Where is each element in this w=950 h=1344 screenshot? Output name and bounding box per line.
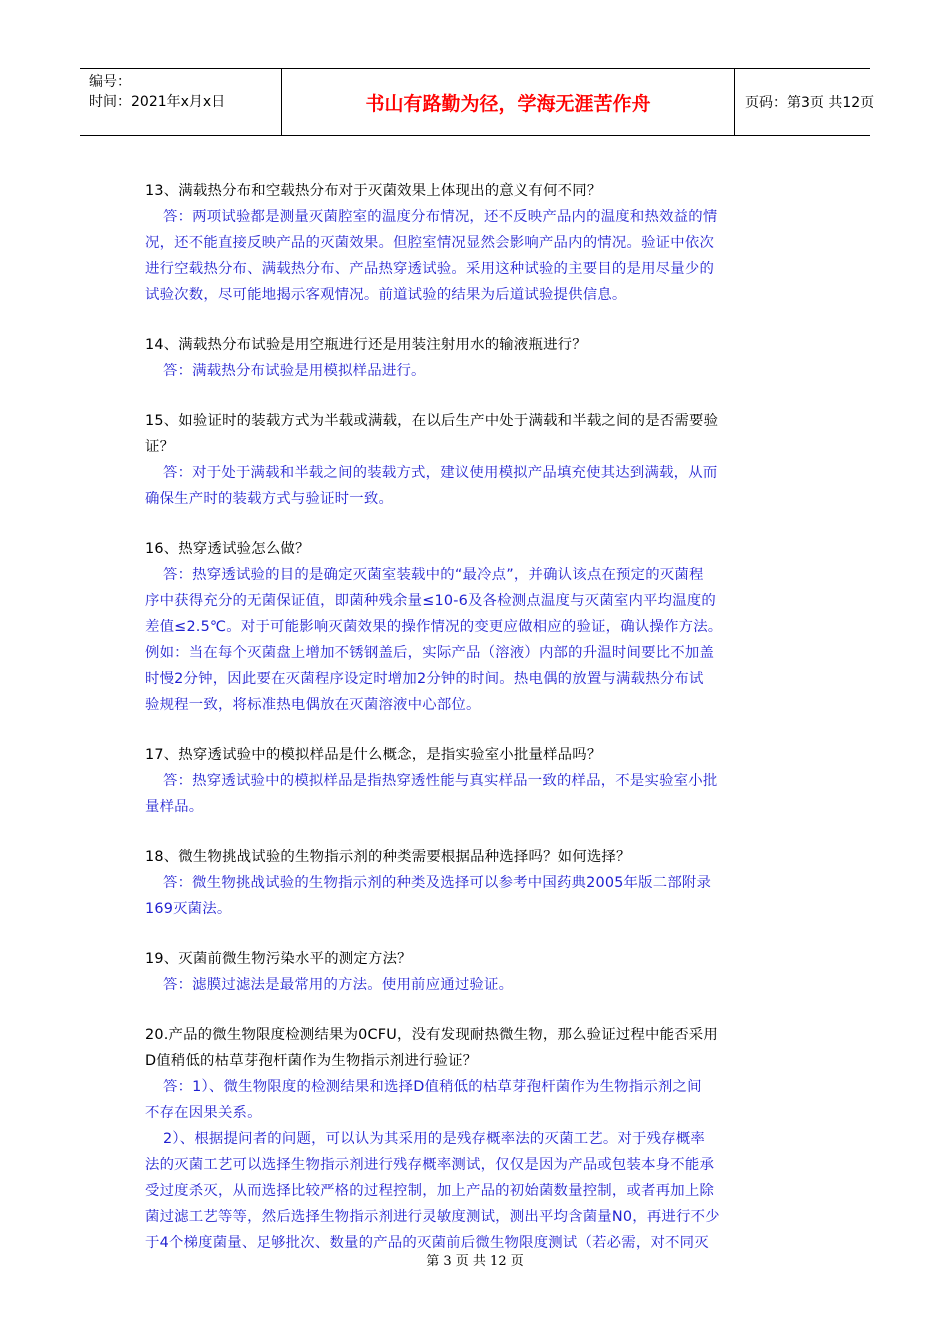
answer-line: 答：滤膜过滤法是最常用的方法。使用前应通过验证。	[163, 977, 514, 993]
header-page-label: 页码：第3页 共12页	[745, 95, 875, 111]
answer-line: 受过度杀灭，从而选择比较严格的过程控制，加上产品的初始菌数量控制，或者再加上除	[145, 1183, 715, 1199]
answer-line: 例如：当在每个灭菌盘上增加不锈钢盖后，实际产品（溶液）内部的升温时间要比不加盖	[145, 645, 715, 661]
page-header	[80, 68, 875, 136]
answer-line: 法的灭菌工艺可以选择生物指示剂进行残存概率测试，仅仅是因为产品或包装本身不能承	[145, 1157, 715, 1173]
question-line: 16、热穿透试验怎么做？	[145, 541, 310, 557]
header-motto: 书山有路勤为径，学海无涯苦作舟	[282, 69, 735, 135]
header-info-cell	[80, 69, 282, 135]
document-body	[145, 178, 807, 1256]
answer-line: 答：满载热分布试验是用模拟样品进行。	[163, 363, 426, 379]
answer-line: 答：微生物挑战试验的生物指示剂的种类及选择可以参考中国药典2005年版二部附录	[163, 875, 712, 891]
answer-line: 不存在因果关系。	[145, 1105, 262, 1121]
answer-line: 序中获得充分的无菌保证值，即菌种残余量≤10-6及各检测点温度与灭菌室内平均温度的	[145, 593, 716, 609]
answer-line: 试验次数，尽可能地揭示客观情况。前道试验的结果为后道试验提供信息。	[145, 287, 627, 303]
page-footer: 第 3 页 共 12 页	[426, 1254, 524, 1269]
answer-line: 答：热穿透试验中的模拟样品是指热穿透性能与真实样品一致的样品，不是实验室小批	[163, 773, 718, 789]
answer-line: 169灭菌法。	[145, 901, 232, 917]
answer-line: 时慢2分钟，因此要在灭菌程序设定时增加2分钟的时间。热电偶的放置与满载热分布试	[145, 671, 704, 687]
answer-line: 量样品。	[145, 799, 204, 815]
paragraph-gap	[145, 308, 807, 332]
question-line: 19、灭菌前微生物污染水平的测定方法？	[145, 951, 412, 967]
question-line: 20.产品的微生物限度检测结果为0CFU，没有发现耐热微生物，那么验证过程中能否采用	[145, 1027, 718, 1043]
paragraph-gap	[145, 998, 807, 1022]
paragraph-gap	[145, 922, 807, 946]
answer-line: 差值≤2.5℃。对于可能影响灭菌效果的操作情况的变更应做相应的验证，确认操作方法。	[145, 619, 723, 635]
document-number-label: 编号：	[89, 74, 131, 90]
answer-line: 答：对于处于满载和半载之间的装载方式，建议使用模拟产品填充使其达到满载，从而	[163, 465, 718, 481]
answer-line: 2）、根据提问者的问题，可以认为其采用的是残存概率法的灭菌工艺。对于残存概率	[163, 1131, 706, 1147]
paragraph-gap	[145, 384, 807, 408]
answer-line: 菌过滤工艺等等，然后选择生物指示剂进行灵敏度测试，测出平均含菌量N0，再进行不少	[145, 1209, 720, 1225]
answer-line: 答：两项试验都是测量灭菌腔室的温度分布情况，还不反映产品内的温度和热效益的情	[163, 209, 718, 225]
answer-line: 况，还不能直接反映产品的灭菌效果。但腔室情况显然会影响产品内的情况。验证中依次	[145, 235, 715, 251]
answer-line: 答：1）、微生物限度的检测结果和选择D值稍低的枯草芽孢杆菌作为生物指示剂之间	[163, 1079, 702, 1095]
paragraph-gap	[145, 512, 807, 536]
question-line: 证？	[145, 439, 175, 455]
question-line: 13、满载热分布和空载热分布对于灭菌效果上体现出的意义有何不同？	[145, 183, 602, 199]
answer-line: 验规程一致，将标准热电偶放在灭菌溶液中心部位。	[145, 697, 481, 713]
document-time-label: 时间：2021年x月x日	[89, 94, 226, 110]
paragraph-gap	[145, 718, 807, 742]
question-line: 18、微生物挑战试验的生物指示剂的种类需要根据品种选择吗？如何选择？	[145, 849, 631, 865]
paragraph-gap	[145, 820, 807, 844]
answer-line: 进行空载热分布、满载热分布、产品热穿透试验。采用这种试验的主要目的是用尽量少的	[145, 261, 715, 277]
question-line: D值稍低的枯草芽孢杆菌作为生物指示剂进行验证？	[145, 1053, 478, 1069]
answer-line: 答：热穿透试验的目的是确定灭菌室装载中的“最冷点”，并确认该点在预定的灭菌程	[163, 567, 704, 583]
question-line: 15、如验证时的装载方式为半载或满载，在以后生产中处于满载和半载之间的是否需要验	[145, 413, 719, 429]
question-line: 17、热穿透试验中的模拟样品是什么概念，是指实验室小批量样品吗？	[145, 747, 602, 763]
question-line: 14、满载热分布试验是用空瓶进行还是用装注射用水的输液瓶进行？	[145, 337, 587, 353]
answer-line: 于4个梯度菌量、足够批次、数量的产品的灭菌前后微生物限度测试（若必需，对不同灭	[145, 1235, 709, 1251]
answer-line: 确保生产时的装载方式与验证时一致。	[145, 491, 394, 507]
